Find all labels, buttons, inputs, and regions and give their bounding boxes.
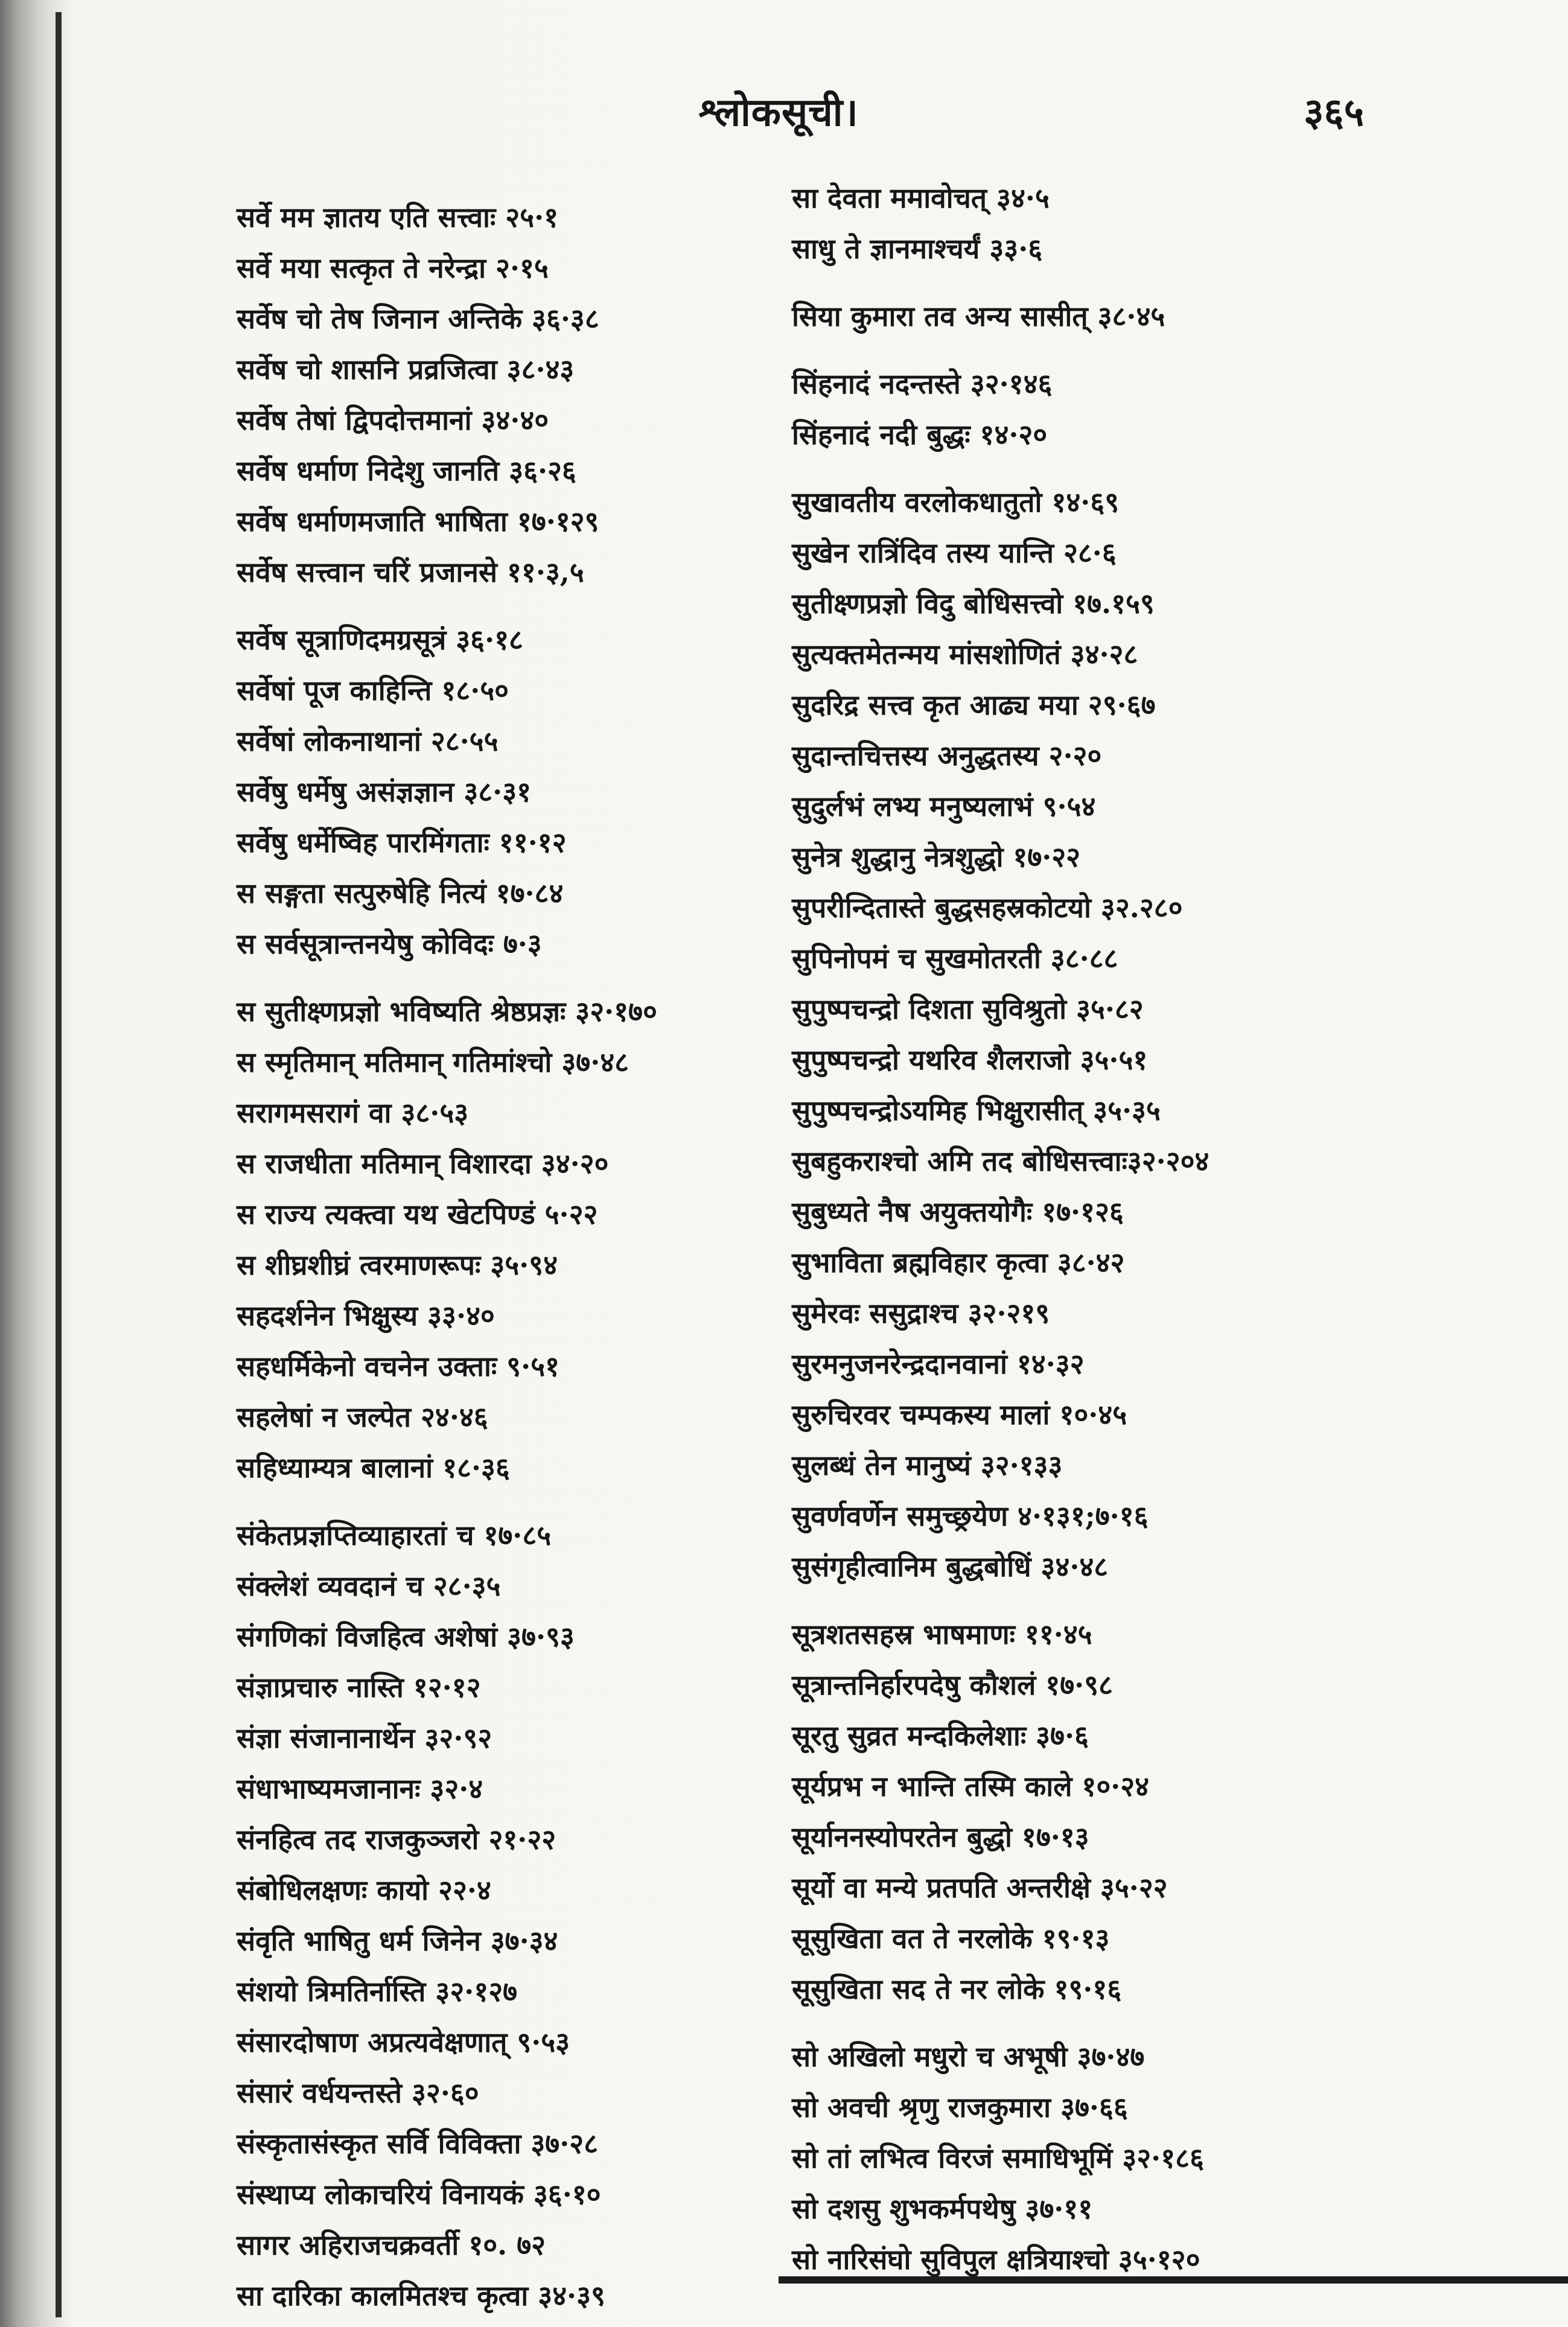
bottom-rule [779, 2276, 1568, 2284]
verse-index-entry: सर्वे मम ज्ञातय एति सत्त्वाः २५·१ [237, 201, 559, 234]
verse-index-entry: सुभाविता ब्रह्मविहार कृत्वा ३८·४२ [792, 1246, 1125, 1279]
verse-index-entry: संक्लेशं व्यवदानं च २८·३५ [237, 1570, 501, 1602]
verse-index-entry: सुत्यक्तमेतन्मय मांसशोणितं ३४·२८ [792, 638, 1138, 670]
group-gap [792, 1592, 1335, 1609]
group-gap [237, 969, 768, 986]
left-column [237, 192, 768, 2321]
verse-index-entry: सर्वेष सत्त्वान चरिं प्रजानसे ११·३,५ [237, 556, 584, 588]
verse-index-entry: सर्वेषां पूज काहिन्ति १८·५० [237, 674, 509, 707]
verse-index-entry: सहिध्याम्यत्र बालानां १८·३६ [237, 1451, 510, 1484]
verse-index-entry: स स्मृतिमान् मतिमान् गतिमांश्चो ३७·४८ [237, 1046, 629, 1078]
running-header: श्लोकसूची। [698, 90, 859, 135]
page-number: ३६५ [1304, 90, 1364, 135]
group-gap [237, 597, 768, 614]
verse-index-entry: सुदुर्लभं लभ्य मनुष्यलाभं ९·५४ [792, 790, 1096, 823]
verse-index-entry: स राजधीता मतिमान् विशारदा ३४·२० [237, 1147, 609, 1180]
verse-index-entry: संस्कृतासंस्कृत सर्वि विविक्ता ३७·२८ [237, 2127, 599, 2160]
verse-index-entry: संज्ञाप्रचारु नास्ति १२·१२ [237, 1671, 481, 1704]
verse-index-entry: सहधर्मिकेनो वचनेन उक्ताः ९·५१ [237, 1350, 559, 1383]
verse-index-entry: संनहित्व तद राजकुञ्जरो २१·२२ [237, 1823, 556, 1856]
binding-shadow [0, 0, 72, 2327]
verse-index-entry: सुखावतीय वरलोकधातुतो १४·६९ [792, 486, 1120, 518]
verse-index-entry: सहलेषां न जल्पेत २४·४६ [237, 1401, 488, 1433]
verse-index-entry: सुवर्णवर्णेन समुच्छ्रयेण ४·१३१;७·१६ [792, 1500, 1149, 1532]
binding-edge [56, 12, 62, 2317]
verse-index-entry: सूसुखिता सद ते नर लोके १९·१६ [792, 1973, 1122, 2005]
verse-index-entry: सुदान्तचित्तस्य अनुद्धतस्य २·२० [792, 739, 1102, 772]
verse-index-entry: सुनेत्र शुद्धानु नेत्रशुद्धो १७·२२ [792, 841, 1081, 873]
verse-index-entry: सुलब्धं तेन मानुष्यं ३२·१३३ [792, 1449, 1063, 1482]
verse-index-entry: संधाभाष्यमजानानः ३२·४ [237, 1772, 483, 1805]
verse-index-entry: सागर अहिराजचक्रवर्ती १०. ७२ [237, 2229, 546, 2261]
verse-index-entry: स राज्य त्यक्त्वा यथ खेटपिण्डं ५·२२ [237, 1198, 598, 1230]
verse-index-entry: सुसंगृहीत्वानिम बुद्धबोधिं ३४·४८ [792, 1550, 1109, 1583]
verse-index-entry: सूरतु सुव्रत मन्दकिलेशाः ३७·६ [792, 1719, 1089, 1752]
verse-index-entry: सुबहुकराश्चो अमि तद बोधिसत्त्वाः३२·२०४ [792, 1145, 1209, 1177]
verse-index-entry: संकेतप्रज्ञप्तिव्याहारतां च १७·८५ [237, 1519, 552, 1552]
verse-index-entry: सूसुखिता वत ते नरलोके १९·१३ [792, 1922, 1110, 1955]
verse-index-entry: संबोधिलक्षणः कायो २२·४ [237, 1874, 491, 1906]
verse-index-entry: संज्ञा संजानानार्थेन ३२·९२ [237, 1722, 492, 1754]
group-gap [792, 2014, 1335, 2031]
verse-index-entry: सर्वेषु धर्मेषु असंज्ञज्ञान ३८·३१ [237, 775, 532, 808]
verse-index-entry: सर्वेषु धर्मेष्विह पारमिंगताः ११·१२ [237, 826, 567, 859]
verse-index-entry: सो तां लभित्व विरजं समाधिभूमिं ३२·१८६ [792, 2142, 1204, 2174]
verse-index-entry: सर्वेष तेषां द्विपदोत्तमानां ३४·४० [237, 404, 549, 436]
right-column [792, 173, 1335, 2285]
group-gap [792, 274, 1335, 291]
verse-index-entry: सिया कुमारा तव अन्य सासीत् ३८·४५ [792, 300, 1165, 333]
verse-index-entry: सूत्रशतसहस्र भाषमाणः ११·४५ [792, 1618, 1092, 1651]
verse-index-entry: सुपरीन्दितास्ते बुद्धसहस्रकोटयो ३२.२८० [792, 891, 1183, 924]
verse-index-entry: सा देवता ममावोचत् ३४·५ [792, 182, 1050, 214]
verse-index-entry: सर्वेषां लोकनाथानां २८·५५ [237, 725, 499, 757]
verse-index-entry: सो दशसु शुभकर्मपथेषु ३७·११ [792, 2192, 1093, 2225]
verse-index-entry: सुरुचिरवर चम्पकस्य मालां १०·४५ [792, 1398, 1127, 1431]
verse-index-entry: सरागमसरागं वा ३८·५३ [237, 1097, 469, 1129]
verse-index-entry: सर्वे मया सत्कृत ते नरेन्द्रा २·१५ [237, 252, 549, 284]
verse-index-entry: स शीघ्रशीघ्रं त्वरमाणरूपः ३५·९४ [237, 1249, 558, 1281]
verse-index-entry: स सङ्गता सत्पुरुषेहि नित्यं १७·८४ [237, 877, 564, 909]
group-gap [792, 342, 1335, 358]
verse-index-entry: सुदरिद्र सत्त्व कृत आढ्य मया २९·६७ [792, 689, 1156, 721]
verse-index-entry: स सुतीक्ष्णप्रज्ञो भविष्यति श्रेष्ठप्रज्ञः ३२·१७० [237, 995, 657, 1028]
group-gap [792, 460, 1335, 477]
verse-index-entry: स सर्वसूत्रान्तनयेषु कोविदः ७·३ [237, 928, 542, 960]
verse-index-entry: सुरमनुजनरेन्द्रदानवानां १४·३२ [792, 1348, 1085, 1380]
verse-index-entry: सहदर्शनेन भिक्षुस्य ३३·४० [237, 1299, 495, 1332]
verse-index-entry: सर्वेष चो तेष जिनान अन्तिके ३६·३८ [237, 302, 599, 335]
verse-index-entry: सुपुष्पचन्द्रो दिशता सुविश्रुतो ३५·८२ [792, 993, 1144, 1025]
verse-index-entry: सूर्याननस्योपरतेन बुद्धो १७·१३ [792, 1821, 1089, 1853]
verse-index-entry: सुतीक्ष्णप्रज्ञो विदु बोधिसत्त्वो १७.१५९ [792, 587, 1155, 620]
verse-index-entry: सो अखिलो मधुरो च अभूषी ३७·४७ [792, 2040, 1145, 2073]
verse-index-entry: सो अवची श्रृणु राजकुमारा ३७·६६ [792, 2091, 1128, 2124]
verse-index-entry: सर्वेष धर्माणमजाति भाषिता १७·१२९ [237, 505, 599, 538]
verse-index-entry: संगणिकां विजहित्व अशेषां ३७·९३ [237, 1620, 575, 1653]
verse-index-entry: साधु ते ज्ञानमाश्चर्यं ३३·६ [792, 232, 1043, 265]
verse-index-entry: सर्वेष चो शासनि प्रव्रजित्वा ३८·४३ [237, 353, 575, 386]
verse-index-entry: सर्वेष धर्माण निदेशु जानति ३६·२६ [237, 454, 576, 487]
verse-index-entry: सुखेन रात्रिंदिव तस्य यान्ति २८·६ [792, 536, 1117, 569]
verse-index-entry: सुबुध्यते नैष अयुक्तयोगैः १७·१२६ [792, 1195, 1124, 1228]
verse-index-entry: सुपुष्पचन्द्रोऽयमिह भिक्षुरासीत् ३५·३५ [792, 1094, 1161, 1127]
verse-index-entry: संसारं वर्धयन्तस्ते ३२·६० [237, 2077, 479, 2109]
verse-index-entry: सा दारिका कालमितश्च कृत्वा ३४·३९ [237, 2279, 605, 2312]
verse-index-entry: संवृति भाषितु धर्म जिनेन ३७·३४ [237, 1924, 558, 1957]
verse-index-entry: सूर्यो वा मन्ये प्रतपति अन्तरीक्षे ३५·२२ [792, 1871, 1168, 1904]
verse-index-entry: सिंहनादं नदन्तस्ते ३२·१४६ [792, 368, 1053, 400]
verse-index-entry: सर्वेष सूत्राणिदमग्रसूत्रं ३६·१८ [237, 623, 523, 656]
verse-index-entry: सुमेरवः ससुद्राश्च ३२·२१९ [792, 1297, 1050, 1329]
verse-index-entry: संशयो त्रिमतिर्नास्ति ३२·१२७ [237, 1975, 518, 2008]
verse-index-entry: संस्थाप्य लोकाचरियं विनायकं ३६·१० [237, 2178, 601, 2211]
verse-index-entry: सुपिनोपमं च सुखमोतरती ३८·८८ [792, 942, 1118, 975]
group-gap [237, 1493, 768, 1510]
verse-index-entry: सूर्यप्रभ न भान्ति तस्मि काले १०·२४ [792, 1770, 1150, 1803]
verse-index-entry: सो नारिसंघो सुविपुल क्षत्रियाश्चो ३५·१२० [792, 2243, 1200, 2276]
verse-index-entry: सिंहनादं नदी बुद्धः १४·२० [792, 418, 1048, 451]
verse-index-entry: सूत्रान्तनिर्हारपदेषु कौशलं १७·९८ [792, 1669, 1113, 1701]
verse-index-entry: संसारदोषाण अप्रत्यवेक्षणात् ९·५३ [237, 2026, 570, 2058]
verse-index-entry: सुपुष्पचन्द्रो यथरिव शैलराजो ३५·५१ [792, 1043, 1148, 1076]
